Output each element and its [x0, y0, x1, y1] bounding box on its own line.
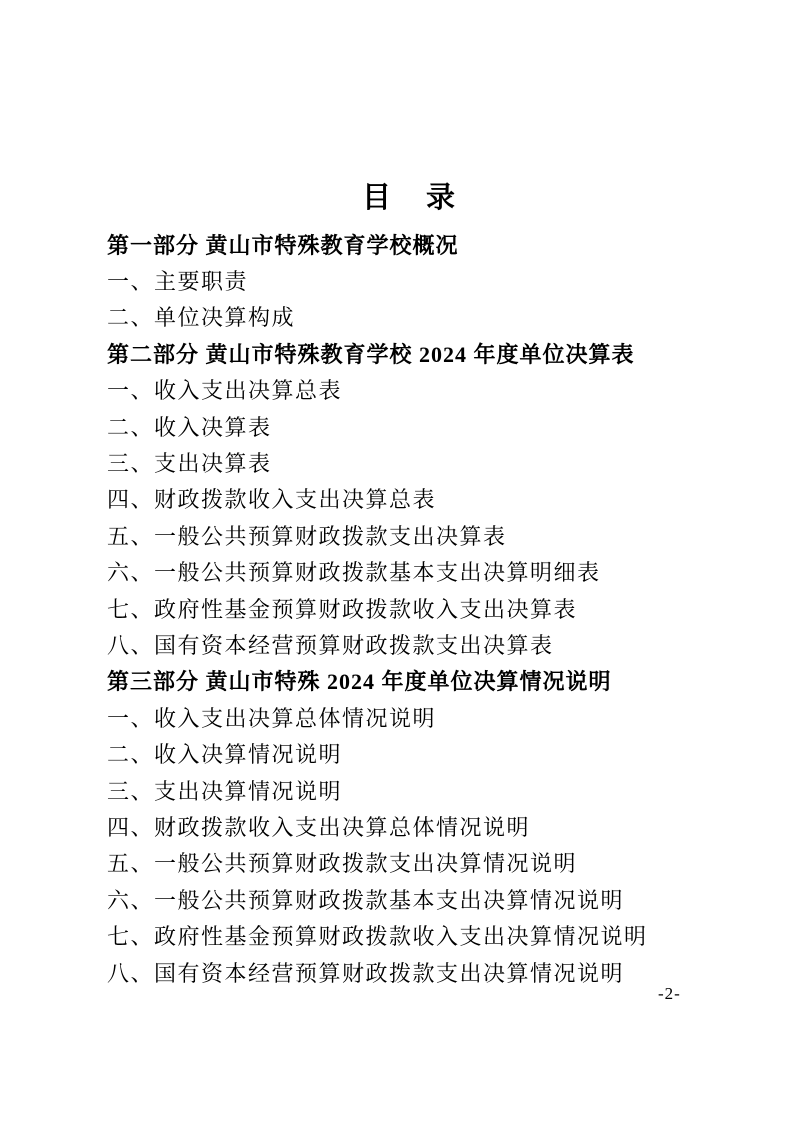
toc-item: 八、国有资本经营预算财政拨款支出决算表: [107, 632, 554, 658]
toc-item: 四、财政拨款收入支出决算总体情况说明: [107, 814, 531, 840]
toc-item: 七、政府性基金预算财政拨款收入支出决算情况说明: [107, 924, 648, 950]
page-title: 目 录: [361, 182, 458, 214]
toc-item: 二、单位决算构成: [107, 305, 296, 331]
toc-item: 七、政府性基金预算财政拨款收入支出决算表: [107, 596, 578, 622]
toc-section-part2: [107, 335, 713, 663]
toc-item: 三、支出决算表: [107, 451, 272, 477]
toc-item: 三、支出决算情况说明: [107, 778, 343, 804]
section-heading: 第三部分 黄山市特殊 2024 年度单位决算情况说明: [107, 669, 612, 695]
toc-item: 四、财政拨款收入支出决算总表: [107, 487, 437, 513]
toc-section-part1: [107, 226, 713, 335]
toc-content: [107, 180, 713, 990]
toc-item: 一、收入支出决算总体情况说明: [107, 705, 437, 731]
toc-item: 二、收入决算表: [107, 414, 272, 440]
toc-item: 六、一般公共预算财政拨款基本支出决算明细表: [107, 560, 601, 586]
toc-item: 五、一般公共预算财政拨款支出决算情况说明: [107, 851, 578, 877]
toc-item: 八、国有资本经营预算财政拨款支出决算情况说明: [107, 960, 625, 986]
toc-section-part3: [107, 663, 713, 991]
toc-item: 六、一般公共预算财政拨款基本支出决算情况说明: [107, 887, 625, 913]
toc-item: 一、主要职责: [107, 269, 249, 295]
toc-item: 一、收入支出决算总表: [107, 378, 343, 404]
toc-item: 五、一般公共预算财政拨款支出决算表: [107, 523, 507, 549]
section-heading: 第一部分 黄山市特殊教育学校概况: [107, 232, 459, 258]
toc-item: 二、收入决算情况说明: [107, 742, 343, 768]
section-heading: 第二部分 黄山市特殊教育学校 2024 年度单位决算表: [107, 341, 635, 367]
page-number: -2-: [658, 984, 681, 1003]
